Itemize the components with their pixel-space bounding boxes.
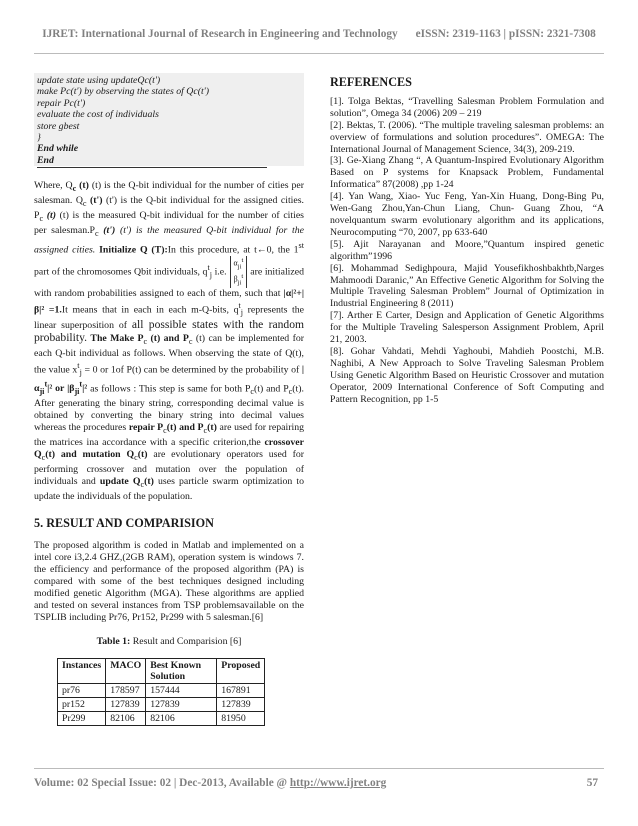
col-header: MACO [106, 658, 146, 683]
reference-item: [7]. Arther E Carter, Design and Application of Genetic Algorithms for the Multiple Traveling Salesperson Assignment Problem, April 21, 2003. [330, 310, 604, 346]
results-paragraph: The proposed algorithm is coded in Matlab and implemented on a intel core i3,2.4 GHZ,(2GB RAM), operation system is windows 7. the efficiency and performance of the proposed algorithm (PA) is compared with some of the best techniques designed including modified genetic Algorithm (MGA). These algorithms are applied and tested on several instances from TSP problemsavailable on the TSPLIB including Pr76, Pr152, Pr299 with 5 salesman.[6] [34, 540, 304, 623]
issn: eISSN: 2319-1163 | pISSN: 2321-7308 [415, 28, 596, 40]
reference-item: [4]. Yan Wang, Xiao- Yuc Feng, Yan-Xin Huang, Dong-Bing Pu, Wen-Gang Zhou,Yan-Chun Liang, Chun- Guang Zhou, “A novelquantum swarm evolutionary algorithm and its applications, Neurocomputing “70, 2007, pp 633-640 [330, 191, 604, 238]
table-row: Pr299 82106 82106 81950 [58, 711, 265, 725]
algo-end: End [37, 154, 54, 166]
algo-line: make Pc(t') by observing the states of Qc(t') [37, 86, 210, 98]
table-header-row [58, 658, 265, 683]
table-row: pr76 178597 157444 167891 [58, 683, 265, 697]
reference-item: [5]. Ajit Narayanan and Moore,”Quantum inspired genetic algorithm”1996 [330, 238, 604, 262]
explanation-paragraph: Where, $Q_c$ (t) (t) is the Q-bit individual for the number of cities per salesman. $Q_c$ (t') (t') is the Q-bit individual for the assigned cities. $P_c$ (t) (t) is the measured Q-bit individual for the number of cities per $salesman.P_c$ (t') (t') is the measured Q-bit individual for the assigned cities. Initialize Q (T):In this procedure, at t←0, the 1st part of the chromosomes Qbit individuals, $q^t_j$ $i.e.\alpha_{ji}^t$ $\beta_{ji}^t$ are initialized with random probabilities assigned to each of them, such that |α|²+|β|² =1.It means that in each in each m-Q-bits, $q^t_j$ represents the linear superposition of all possible states with the random probability. The Make $P_c$ (t) and $P_c$ (t) can be implemented for each Q-bit individual as follows. When observing the state of Q(t), the value $x^t_j = 0$ or 1of P(t) can be determined by the probability of $|\alpha_{ji}^t|^2$ or $|\beta_{ji}^t|^2$ as follows : This step is same for both $P_c(t)$ and $P_c(t)$. After generating the binary string, corresponding decimal value is obtained by converting the binary string into decimal values whereas the procedures repair $P_c(t)$ and $P_c(t)$ are used for repairing the matrices ina accordance with a specific criterion,the crossover $Q_c(t)$ and mutation $Q_c(t)$ are evolutionary operators used for performing crossover and mutation over the population of individuals and update $Q_c(t)$ uses particle swarm optimization to update the individuals of the population. [34, 180, 305, 502]
reference-item: [3]. Ge-Xiang Zhang “, A Quantum-Inspired Evolutionary Algorithm Based on P systems for Knapsack Problem, Fundamental Informatica” 87(2008) ,pp 1-24 [330, 155, 604, 191]
algorithm-block [34, 73, 304, 166]
reference-item: [8]. Gohar Vahdati, Mehdi Yaghoubi, Mahdieh Poostchi, M.B. Naghibi, A New Approach to Solve Traveling Salesman Problem Using Genetic Algorithm Based on Heuristic Crossover and mutation Operator, 2009 International Conference of Soft Computing and Pattern Recognition, pp 1-5 [330, 345, 604, 405]
section-heading: 5. RESULT AND COMPARISION [34, 516, 214, 531]
reference-item: [6]. Mohammad Sedighpoura, Majid Yousefikhoshbakhtb,Narges Mahmoodi Daranic,” An Effective Genetic Algorithm for Solving the Multiple Traveling Salesman Problem” Journal of Optimization in Industrial Engineering 8 (2011) [330, 262, 604, 310]
col-header: Instances [58, 658, 106, 683]
page-number: 57 [586, 777, 598, 789]
reference-item: [2]. Bektas, T. (2006). “The multiple traveling salesman problems: an overview of formulations and solution procedures”. OMEGA: The International Journal of Management Science, 34(3), 209-219. [330, 119, 604, 155]
left-column [34, 73, 304, 726]
journal-name: IJRET: International Journal of Research in Engineering and Technology [42, 28, 398, 40]
running-header [34, 28, 604, 40]
footer-text: Volume: 02 Special Issue: 02 | Dec-2013, Available @ [34, 777, 288, 789]
qbit-vector: $\alpha_{ji}^t$ $\beta_{ji}^t$ [230, 256, 248, 289]
results-table [57, 658, 265, 726]
table-caption: Table 1: Result and Comparision [6] [96, 635, 242, 647]
reference-item: [1]. Tolga Bektas, “Travelling Salesman Problem Formulation and solution”, Omega 34 (2006) 209 – 219 [330, 95, 604, 119]
journal-link[interactable]: http://www.ijret.org [289, 777, 387, 789]
algo-line: evaluate the cost of individuals [37, 109, 159, 121]
algorithm-rule [37, 167, 267, 168]
col-header: Best Known Solution [146, 658, 217, 683]
running-footer [34, 777, 604, 789]
algo-line: } [37, 132, 41, 144]
footer-divider [34, 768, 604, 769]
header-divider [34, 53, 604, 54]
references-heading: REFERENCES [330, 75, 412, 89]
algo-end-while: End while [37, 143, 79, 155]
algo-line: repair Pc(t') [37, 97, 86, 109]
col-header: Proposed [217, 658, 265, 683]
algo-line: update state using updateQc(t') [37, 75, 161, 86]
table-row: pr152 127839 127839 127839 [58, 697, 265, 711]
algo-line: store gbest [37, 120, 80, 132]
references-column [330, 77, 604, 405]
